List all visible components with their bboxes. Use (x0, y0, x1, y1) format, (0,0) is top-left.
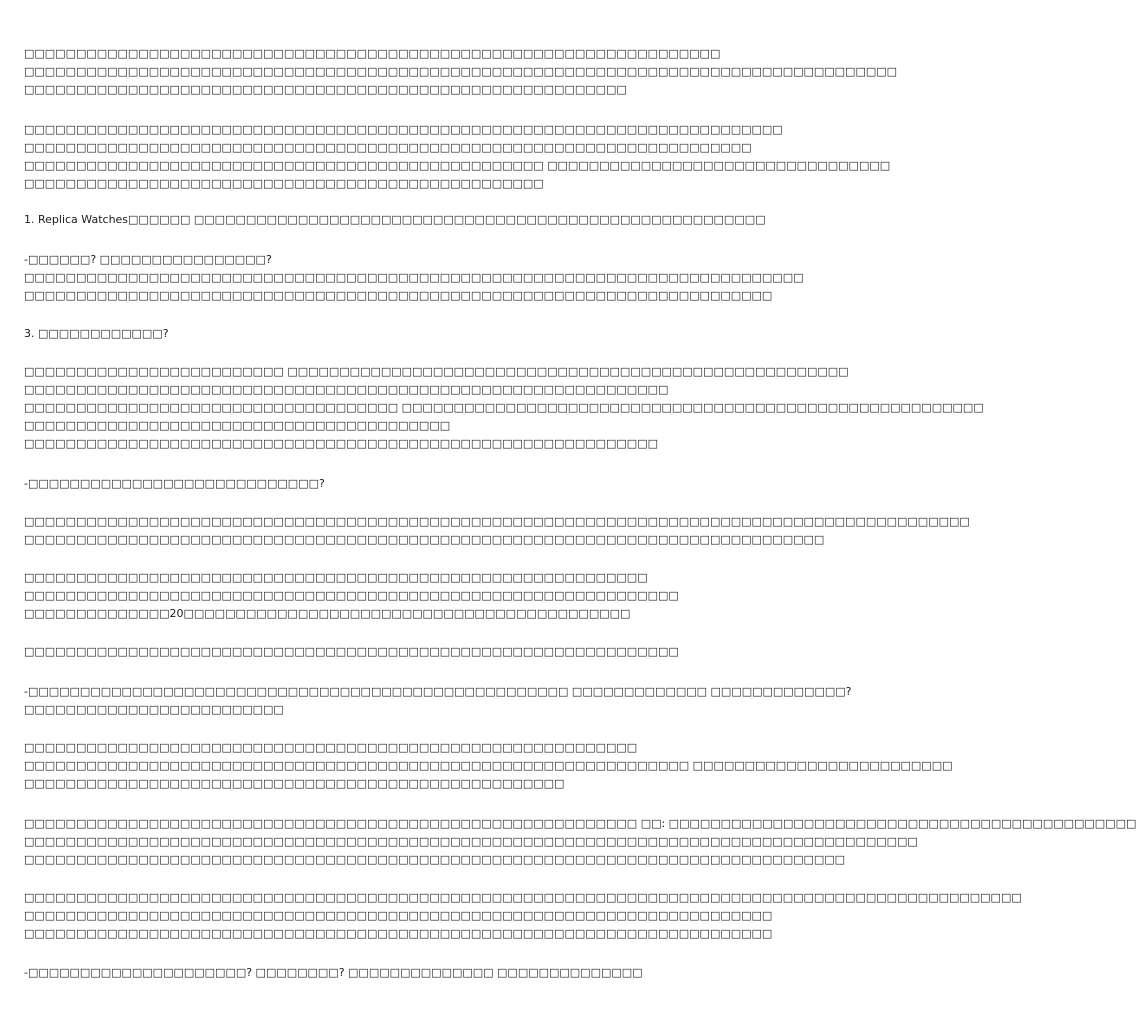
text-line: □□□□□□□□□□□□□□□□□□□□□□□□□□□□□□□□□□□□□□□□□□□□□□□□□□ □□□□□□□□□□□□□□□□□□□□□□□□□□□□□□□□□ (24, 159, 891, 172)
text-line: 1. Replica Watches□□□□□□ □□□□□□□□□□□□□□□□□□□□□□□□□□□□□□□□□□□□□□□□□□□□□□□□□□□□□□□ (24, 213, 766, 226)
text-line: □□□□□□□□□□□□□□□□□□□□□□□□□□□□□□□□□□□□□□□□□□□□□□□□□□□□□□□□□□□□□□□□□□□□□□□□□□□□□□□□□□□□ (24, 65, 898, 78)
text-line: □□□□□□□□□□□□□□□□□□□□□□□□□□□□□□□□□□□□□□□□□□□□□□□□□□□□□□□□□□□□□ (24, 437, 658, 450)
text-line: □□□□□□□□□□□□□□□□□□□□□□□□□□□□□□□□□□□□□□□□□□□□□□□□□□□□□□□□□□□□□□□□ □□□□□□□□□□□□□□□□□□□□□□□□□ (24, 759, 953, 772)
text-line: □□□□□□□□□□□□□□□□□□□□□□□□□□□□□□□□□□□□□□□□□□□□□□□□□□□□□□□□□□□□□□□□□□□□□□□□ (24, 927, 773, 940)
text-line: □□□□□□□□□□□□□□□□□□□□□□□□□ (24, 703, 284, 716)
question (24, 475, 325, 493)
text-line: □□□□□□□□□□□□□□□□□□□□□□□□□□□□□□□□□□□□□□□□□□□□□□□□□□□□□□□□□□□□□□□□□□□□□□□□□□□□□□□□□□□□□□□□□□□ (24, 515, 970, 528)
text-line: □□□□□□□□□□□□□□□□□□□□□□□□□□□□□□□□□□□□□□□□□□□□□□□□□□□□□□□□□□□□□□□□□□□□□□□□□□□□□ (24, 533, 825, 546)
text-line: □□□□□□□□□□□□□□□□□□□□□□□□□□□□□□□□□□□□□□□□□□□□□□□□□□□□□□□□□□□□□□□□□□□□□□□□□□□ (24, 271, 804, 284)
paragraph (24, 45, 897, 99)
paragraph (24, 513, 970, 549)
list-item (24, 325, 169, 343)
text-line: □□□□□□□□□□□□□□□□□□□□□□□□□□□□□□□□□□□□□□□□□ (24, 419, 451, 432)
text-line: □□□□□□□□□□□□□□□□□□□□□□□□□□□□□□□□□□□□□□□□□□□□□□□□□□□□□□□□□□□□□□ (24, 383, 669, 396)
text-line: □□□□□□□□□□□□□□□□□□□□□□□□□□□□□□□□□□□□□□□□□□□□□□□□□□ (24, 177, 544, 190)
text-line: □□□□□□□□□□□□□□□□□□□□□□□□□□□□□□□□□□□□□□□□□□□□□□□□□□□□□□□□□□□□□□□ (24, 645, 679, 658)
text-line: □□□□□□□□□□□□□□□□□□□□□□□□□□□□□□□□□□□□□□□□□□□□□□□□□□□□□□□□□□□□□□□□□□□□□□□□□ (24, 123, 783, 136)
text-line: □□□□□□□□□□□□□□□□□□□□□□□□□□□□□□□□□□□□□□□□□□□□□□□□□□□□□□□□□□□□ (24, 571, 648, 584)
paragraph (24, 739, 952, 793)
text-line: -□□□□□□□□□□□□□□□□□□□□□□□□□□□□□□□□□□□□□□□□□□□□□□□□□□□□ □□□□□□□□□□□□□ □□□□□□□□□□□□□? (24, 685, 852, 698)
text-line: □□□□□□□□□□□□□□□□□□□□□□□□□□□□□□□□□□□□□□□□□□□□□□□□□□□□□□□□□□□□□□□□□□□□□□□□ (24, 289, 773, 302)
text-line: □□□□□□□□□□□□□□□□□□□□□□□□□□□□□□□□□□□□□□□□□□□□□□□□□□□□□□□□□□□□□□□ (24, 589, 679, 602)
paragraph (24, 363, 984, 453)
text-line: -□□□□□□? □□□□□□□□□□□□□□□□? (24, 253, 272, 266)
text-line: 3. □□□□□□□□□□□□? (24, 327, 169, 340)
text-line: □□□□□□□□□□□□□□□□□□□□□□□□□□□□□□□□□□□□□□□□□□□□□□□□□□□□□□□□□□□ (24, 741, 638, 754)
text-line: -□□□□□□□□□□□□□□□□□□□□□□□□□□□□? (24, 477, 325, 490)
paragraph (24, 121, 890, 193)
text-line: □□□□□□□□□□□□□□□□□□□□□□□□□□□□□□□□□□□□□□□□□□□□□□□□□□□□ (24, 777, 565, 790)
text-line: □□□□□□□□□□□□□□□□□□□□□□□□□□□□□□□□□□□□□□□□□□□□□□□□□□□□□□□□□□□□□□□□□□□□□□ (24, 141, 752, 154)
text-line: □□□□□□□□□□□□□□□□□□□□□□□□□□□□□□□□□□□□□□□□□□□□□□□□□□□□□□□□□□□□□□□□□□□□□□□□□□□□□□□□□□□□□□ (24, 835, 918, 848)
list-item (24, 211, 766, 229)
text-line: -□□□□□□□□□□□□□□□□□□□□□? □□□□□□□□? □□□□□□□□□□□□□□ □□□□□□□□□□□□□□ (24, 966, 643, 979)
paragraph (24, 889, 1022, 943)
text-line: □□□□□□□□□□□□□□□□□□□□□□□□□□□□□□□□□□□□□□□□□□□□□□□□□□□□□□□□□□□□□□□□□□□□□□□□ (24, 909, 773, 922)
paragraph (24, 643, 679, 661)
question (24, 683, 851, 719)
text-line: □□□□□□□□□□□□□□□□□□□□□□□□□ □□□□□□□□□□□□□□□□□□□□□□□□□□□□□□□□□□□□□□□□□□□□□□□□□□□□□□ (24, 365, 849, 378)
text-line: □□□□□□□□□□□□□□□□□□□□□□□□□□□□□□□□□□□□□□□□□□□□□□□□□□□□□□□□□□□□□□□□□□□ (24, 47, 721, 60)
question (24, 964, 643, 982)
paragraph (24, 815, 1136, 869)
text-line: □□□□□□□□□□□□□□□□□□□□□□□□□□□□□□□□□□□□□□□□□□□□□□□□□□□□□□□□□□ (24, 83, 627, 96)
text-line: □□□□□□□□□□□□□□□□□□□□□□□□□□□□□□□□□□□□□□□□□□□□□□□□□□□□□□□□□□□□□□□□□□□□□□□□□□□□□□□ (24, 853, 846, 866)
text-line: □□□□□□□□□□□□□□20□□□□□□□□□□□□□□□□□□□□□□□□□□□□□□□□□□□□□□□□□□□ (24, 607, 631, 620)
text-line: □□□□□□□□□□□□□□□□□□□□□□□□□□□□□□□□□□□□ □□□□□□□□□□□□□□□□□□□□□□□□□□□□□□□□□□□□□□□□□□□□□□□□□□□□□□□□ (24, 401, 984, 414)
paragraph (24, 569, 679, 623)
text-line: □□□□□□□□□□□□□□□□□□□□□□□□□□□□□□□□□□□□□□□□□□□□□□□□□□□□□□□□□□□ □□: □□□□□□□□□□□□□□□□□□□□□□□□□□□□□□□□□□□□□□□□□□□□□ (24, 817, 1136, 830)
text-line: □□□□□□□□□□□□□□□□□□□□□□□□□□□□□□□□□□□□□□□□□□□□□□□□□□□□□□□□□□□□□□□□□□□□□□□□□□□□□□□□□□□□□□□□□□□□□□□□ (24, 891, 1022, 904)
question (24, 251, 803, 305)
